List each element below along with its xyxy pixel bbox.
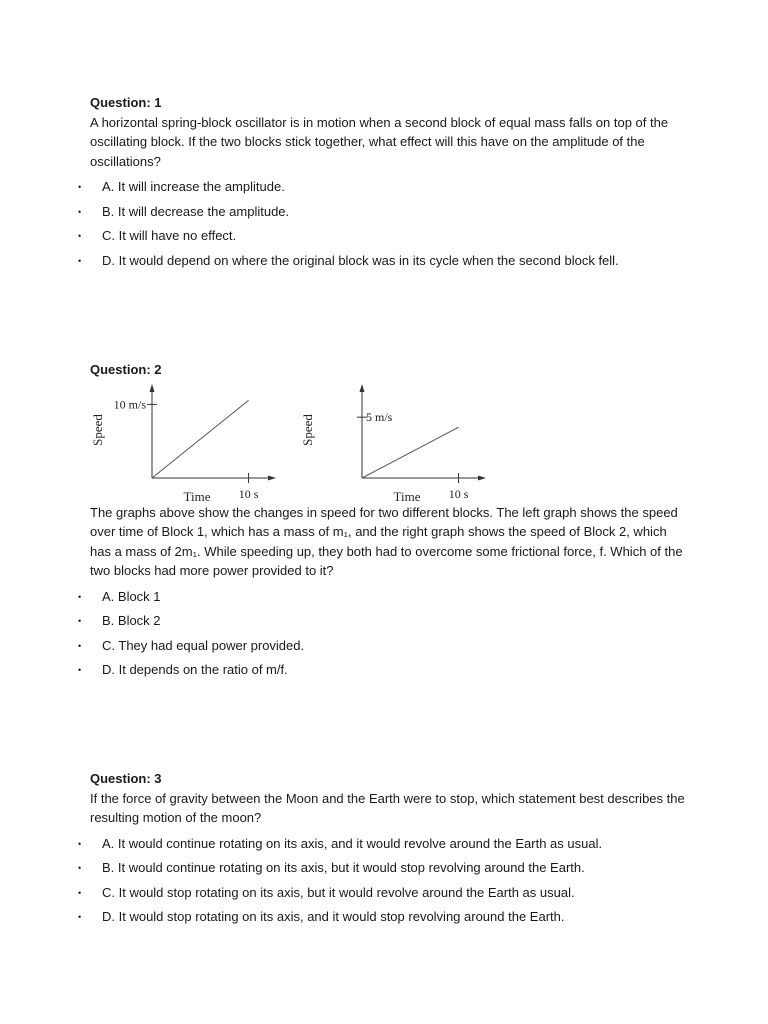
option-c[interactable] xyxy=(78,881,690,906)
question-3 xyxy=(78,769,690,930)
question-2 xyxy=(78,360,690,683)
question-title: Question: 2 xyxy=(90,362,162,377)
bullet-icon: • xyxy=(78,255,82,266)
y-axis-label: Speed xyxy=(300,413,315,446)
option-a[interactable] xyxy=(78,585,690,610)
option-c[interactable] xyxy=(78,224,690,249)
x-axis-arrow-icon xyxy=(478,475,486,480)
option-d[interactable] xyxy=(78,905,690,930)
options-list xyxy=(78,175,690,273)
question-title: Question: 1 xyxy=(90,95,162,110)
option-label: A. It would continue rotating on its axis, and it would revolve around the Earth as usual. xyxy=(102,835,603,851)
question-text: If the force of gravity between the Moon and the Earth were to stop, which statement best describes the resulting motion of the moon? xyxy=(90,790,685,825)
speed-charts-svg xyxy=(90,383,690,503)
y-axis-arrow-icon xyxy=(150,384,155,392)
x-tick-label: 10 s xyxy=(238,486,259,501)
option-label: C. It would stop rotating on its axis, but it would revolve around the Earth as usual. xyxy=(102,884,575,900)
bullet-icon: • xyxy=(78,665,82,675)
option-b[interactable] xyxy=(78,200,690,225)
option-label: D. It would depend on where the original block was in its cycle when the second block fell. xyxy=(102,252,619,268)
speed-series-line xyxy=(362,427,459,478)
bullet-icon: • xyxy=(78,863,82,873)
option-d[interactable] xyxy=(78,658,690,683)
bullet-icon: • xyxy=(78,591,82,602)
question-text: The graphs above show the changes in speed for two different blocks. The left graph shows the speed over time of Block 1, which has a mass of m₁, and the right graph shows the speed of Block 2, which has a mass of 2m₁. While speeding up, they both had to overcome some frictional force, f. Which of the two blocks had more power provided to it? xyxy=(90,504,683,578)
bullet-icon: • xyxy=(78,887,82,898)
x-axis-label: Time xyxy=(393,488,421,503)
bullet-icon: • xyxy=(78,206,82,217)
question-1 xyxy=(78,93,690,273)
options-list xyxy=(78,585,690,683)
y-tick-label: 5 m/s xyxy=(366,409,393,424)
option-b[interactable] xyxy=(78,856,690,881)
bullet-icon: • xyxy=(78,838,82,849)
option-b[interactable] xyxy=(78,609,690,634)
option-d[interactable] xyxy=(78,249,690,274)
x-axis-arrow-icon xyxy=(268,475,276,480)
option-label: B. It would continue rotating on its axis, but it would stop revolving around the Earth. xyxy=(102,860,585,875)
option-a[interactable] xyxy=(78,175,690,200)
bullet-icon: • xyxy=(78,231,82,241)
option-label: C. They had equal power provided. xyxy=(102,637,305,653)
bullet-icon: • xyxy=(78,640,82,651)
option-label: A. It will increase the amplitude. xyxy=(102,179,285,194)
option-label: D. It depends on the ratio of m/f. xyxy=(102,662,288,677)
question-text: A horizontal spring-block oscillator is in motion when a second block of equal mass falls on top of the oscillating block. If the two blocks stick together, what effect will this have on the amplitude of the oscillations? xyxy=(90,114,669,169)
x-axis-label: Time xyxy=(183,488,211,503)
bullet-icon: • xyxy=(78,182,82,192)
option-c[interactable] xyxy=(78,634,690,659)
option-label: A. Block 1 xyxy=(102,588,161,604)
x-tick-label: 10 s xyxy=(448,486,469,501)
y-tick-label: 10 m/s xyxy=(113,396,146,411)
speed-series-line xyxy=(152,400,249,478)
options-list xyxy=(78,832,690,930)
option-a[interactable] xyxy=(78,832,690,857)
bullet-icon: • xyxy=(78,616,82,626)
option-label: B. It will decrease the amplitude. xyxy=(102,203,290,219)
option-label: C. It will have no effect. xyxy=(102,228,237,243)
y-axis-arrow-icon xyxy=(360,384,365,392)
option-label: D. It would stop rotating on its axis, and it would stop revolving around the Earth. xyxy=(102,909,565,924)
bullet-icon: • xyxy=(78,912,82,922)
y-axis-label: Speed xyxy=(90,413,105,446)
option-label: B. Block 2 xyxy=(102,613,161,628)
question-title: Question: 3 xyxy=(90,771,162,786)
speed-graphs xyxy=(90,383,690,503)
